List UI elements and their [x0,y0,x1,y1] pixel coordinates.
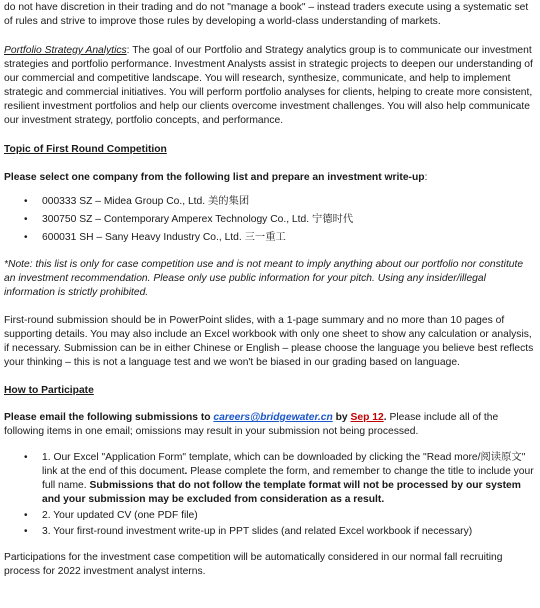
disclaimer-note: *Note: this list is only for case competition use and is not meant to imply anything about our portfolio nor constitute an investment recommendation. Please only use public information for your pitch. Using any insider/illegal information is strictly prohibited. [4,259,524,298]
company-list [4,193,536,247]
topic-instruction [4,171,536,185]
submission-steps [4,451,536,539]
step-text: 3. Your first-round investment write-up in PPT slides (and related Excel workbook if necessary) [42,526,473,537]
list-item [4,509,536,523]
list-item [4,193,536,211]
step-bold-dot: . [184,466,188,477]
step-text: 1. Our Excel "Application Form" template, which can be downloaded by clicking the "Read more/阅读原文" link at the end of this document [42,452,526,477]
submission-paragraph: First-round submission should be in PowerPoint slides, with a 1-page summary and no more than 10 pages of supporting details. You may also include an Excel workbook with only one sheet to show any calculation or analysis, if necessary. Submission can be in either Chinese or English – please choose the language you believe best reflects your thinking – this is not a language test and we won't be biased in our grading based on language. [4,315,534,368]
by-text: by [332,412,351,423]
email-instruction [4,411,536,439]
topic-instruction-suffix: : [424,172,428,183]
company-item-label: 000333 SZ – Midea Group Co., Ltd. 美的集团 [42,196,250,207]
bullet-icon: • [24,214,28,225]
bullet-icon: • [24,452,28,463]
list-item [4,451,536,507]
step-warning: Submissions that do not follow the template format will not be processed by our system and your submission may be excluded from consideration as a result. [42,480,521,505]
closing-paragraph: Participations for the investment case competition will be automatically considered in our normal fall recruiting process for 2022 investment analyst interns. [4,552,503,577]
portfolio-body: : The goal of our Portfolio and Strategy analytics group is to communicate our investment strategies and portfolio performance. Investment Analysts assist in strategic projects to deepen our understanding of our commercial and competitive landscape. You will research, synthesize, communicate, and help to implement strategic and commercial initiatives. You will perform portfolio analyses for clients, helping to create more consistent, resilient investment portfolios and help our clients overcome investment challenges. You will also help communicate our investment strategy, portfolio concepts, and performance. [4,45,533,126]
deadline-period: . [383,412,387,423]
bullet-icon: • [24,526,28,537]
bullet-icon: • [24,232,28,243]
intro-paragraph: do not have discretion in their trading and do not "manage a book" – instead traders execute using a systematic set of rules and strive to improve those rules by developing a world-class understanding of markets. [4,2,529,27]
document-page [0,1,540,579]
bullet-icon: • [24,196,28,207]
list-item [4,211,536,229]
company-item-label: 600031 SH – Sany Heavy Industry Co., Ltd. 三一重工 [42,232,286,243]
step-text: 2. Your updated CV (one PDF file) [42,510,198,521]
portfolio-title: Portfolio Strategy Analytics [4,45,127,56]
portfolio-paragraph [4,44,536,128]
step-text-continued: Please complete the form, and remember to change the title to include your full name. [42,466,534,491]
topic-instruction-text: Please select one company from the following list and prepare an investment write-up [4,172,425,183]
topic-heading: Topic of First Round Competition [4,144,167,155]
email-prefix: Please email the following submissions to [4,412,214,423]
bullet-icon: • [24,510,28,521]
deadline-date: Sep 12 [350,412,384,423]
list-item [4,229,536,247]
participate-heading: How to Participate [4,385,94,396]
list-item [4,525,536,539]
company-item-label: 300750 SZ – Contemporary Amperex Technology Co., Ltd. 宁德时代 [42,214,354,225]
email-suffix: Please include all of the following items in one email; omissions may result in your submission not being processed. [4,412,499,437]
email-link[interactable]: careers@bridgewater.cn [213,412,333,423]
